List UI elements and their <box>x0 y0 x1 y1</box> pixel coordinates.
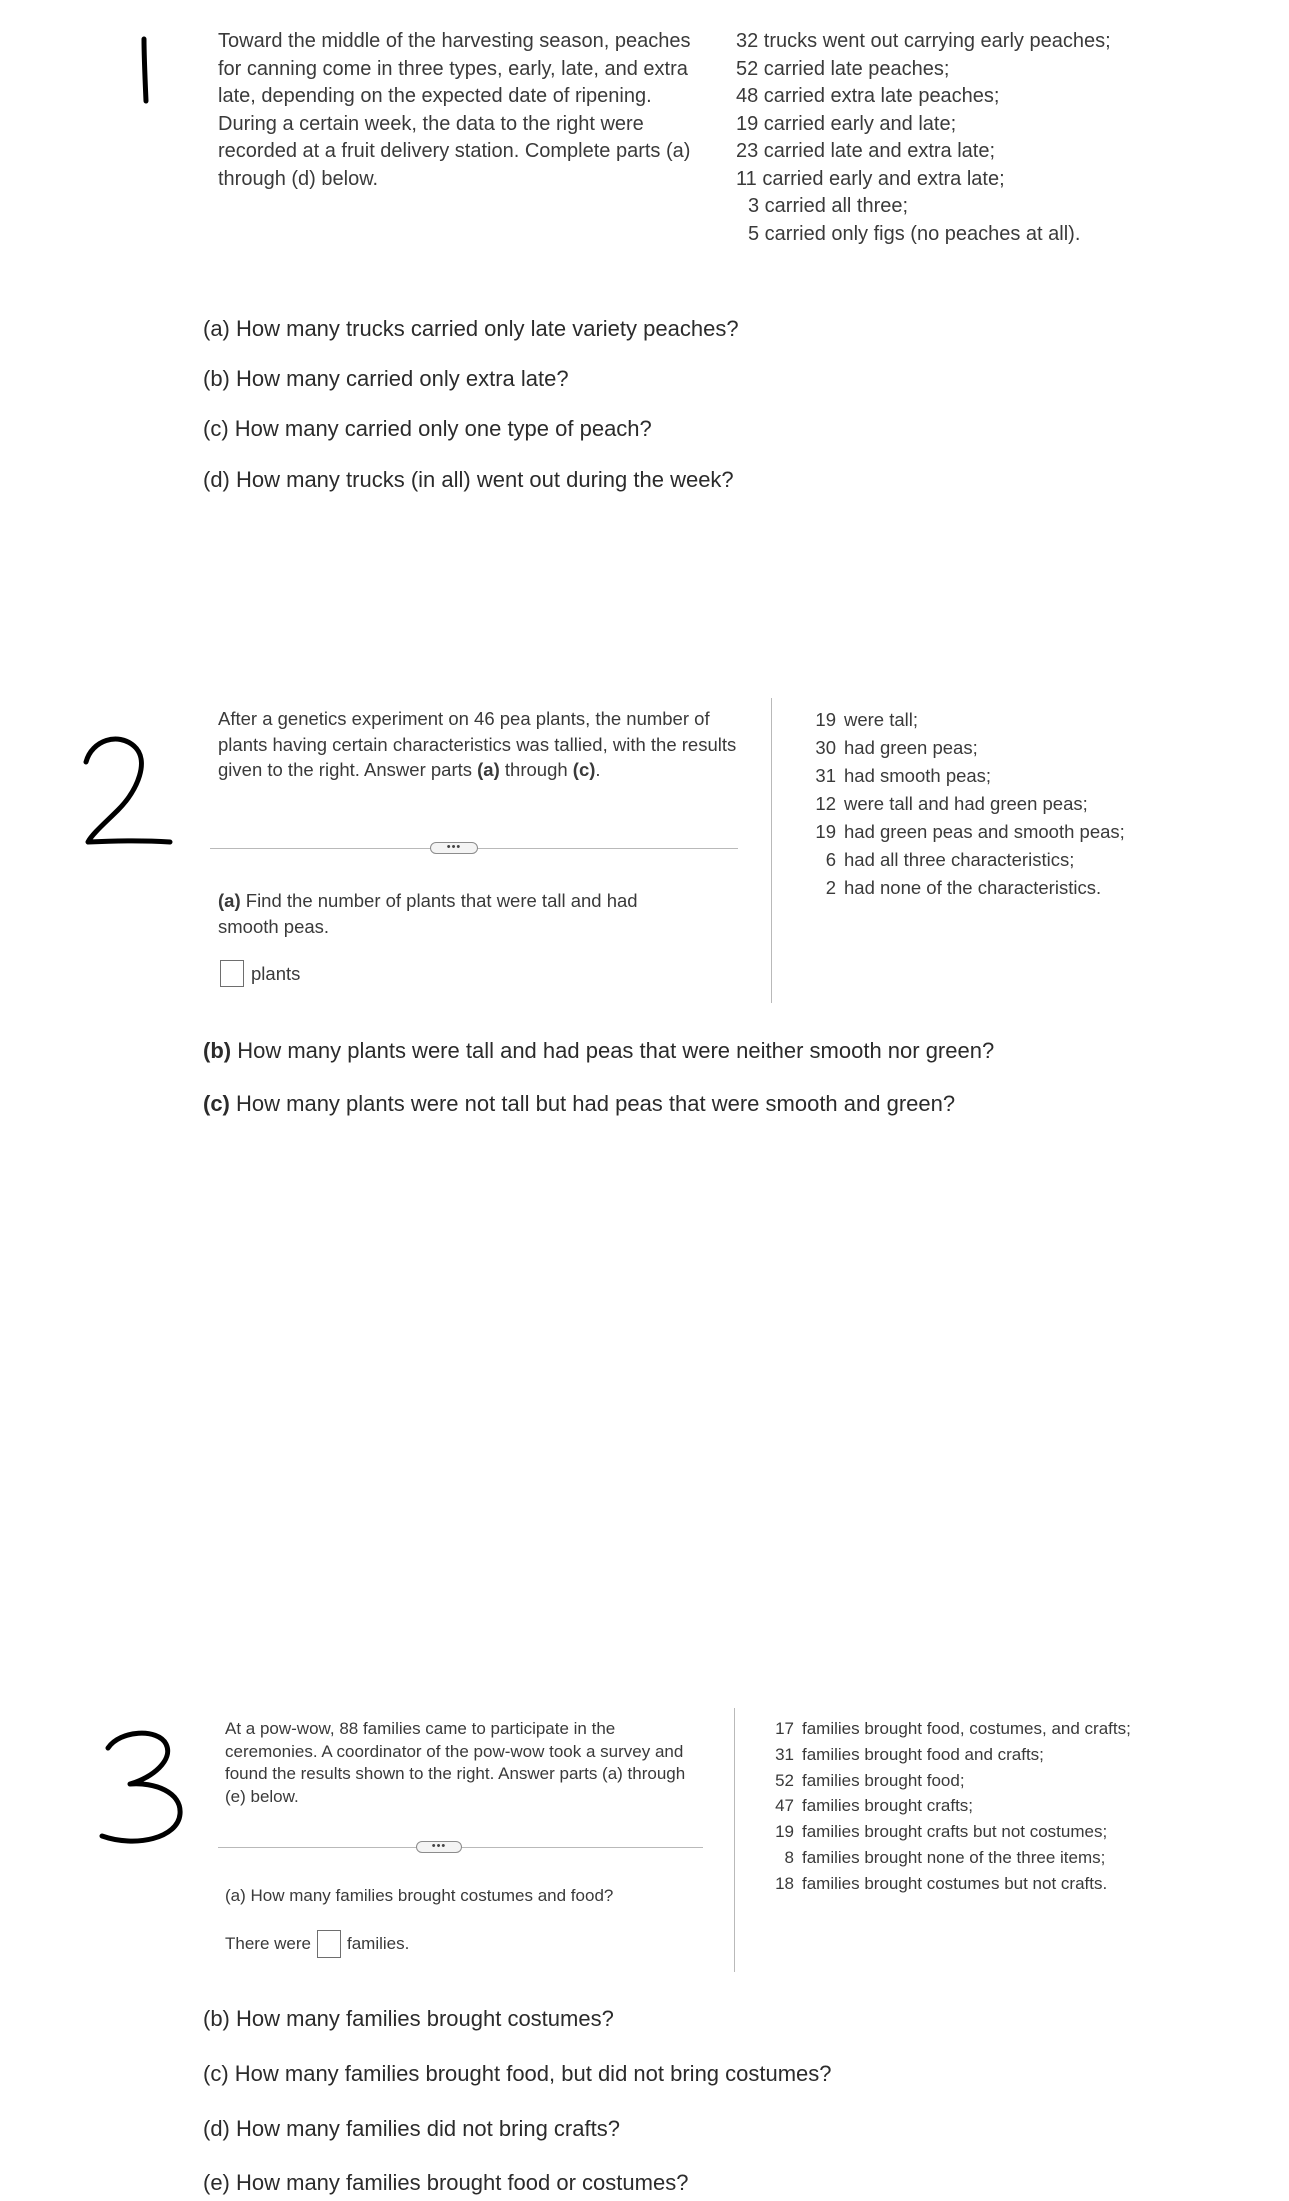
list-item <box>810 706 1125 734</box>
problem3-intro: At a pow-wow, 88 families came to participate in the ceremonies. A coordinator of the pow-wow took a survey and found the results shown to the right. Answer parts (a) through (e) below. <box>225 1719 686 1806</box>
problem2-intro-part-c: (c) <box>572 759 596 780</box>
problem2-intro-end: . <box>595 759 601 780</box>
list-item <box>770 1819 1131 1845</box>
data-number: 17 <box>775 1719 794 1738</box>
list-item: 32 trucks went out carrying early peaches; <box>736 30 1111 52</box>
data-text: families brought food; <box>802 1770 965 1790</box>
data-number: 2 <box>825 877 836 898</box>
list-item <box>770 1871 1131 1897</box>
problem3-column-divider <box>734 1708 735 1972</box>
list-item <box>770 1845 1131 1871</box>
handwritten-number-one <box>130 36 160 106</box>
problem1-question-b: (b) How many carried only extra late? <box>203 366 569 391</box>
list-item: 19 carried early and late; <box>736 112 957 135</box>
data-text: families brought food, costumes, and crafts; <box>802 1719 1131 1738</box>
problem3-expand-button[interactable]: ••• <box>416 1841 462 1853</box>
problem2-column-divider <box>771 698 772 1003</box>
problem2-intro-part-a: (a) <box>477 759 500 780</box>
data-number: 31 <box>815 765 836 786</box>
problem1-intro: Toward the middle of the harvesting season, peaches for canning come in three types, early, late, and extra late, depending on the expected date of ripening. During a certain week, the data to the right were recorded at a fruit delivery station. Complete parts (a) through (d) below. <box>218 30 691 190</box>
problem3-part-a: (a) How many families brought costumes and food? <box>225 1886 614 1905</box>
problem1-question-d: (d) How many trucks (in all) went out during the week? <box>203 467 734 492</box>
data-text: were tall; <box>844 709 919 730</box>
data-text: families brought crafts but not costumes; <box>802 1822 1108 1842</box>
list-item: 52 carried late peaches; <box>736 57 950 80</box>
data-text: families brought crafts; <box>802 1796 974 1816</box>
problem2-intro-through: through <box>499 759 573 780</box>
data-number: 30 <box>815 737 836 758</box>
data-text: had all three characteristics; <box>844 849 1075 870</box>
data-text: had smooth peas; <box>844 765 992 786</box>
list-item: 48 carried extra late peaches; <box>736 85 1000 107</box>
data-number: 18 <box>775 1873 794 1893</box>
list-item <box>810 762 1125 790</box>
problem2-question-c-text: How many plants were not tall but had peas that were smooth and green? <box>229 1091 956 1116</box>
problem2-question-c-label: (c) <box>203 1091 230 1116</box>
problem2-part-a-label: (a) <box>218 890 241 911</box>
problem1-question-c: (c) How many carried only one type of peach? <box>203 416 652 441</box>
data-number: 52 <box>775 1770 794 1790</box>
data-number: 12 <box>815 793 836 814</box>
list-item <box>810 846 1125 874</box>
problem2-data-list <box>810 706 1125 902</box>
data-number: 8 <box>784 1847 794 1867</box>
data-number: 19 <box>775 1822 794 1842</box>
data-text: were tall and had green peas; <box>844 793 1088 814</box>
problem3-question-c: (c) How many families brought food, but did not bring costumes? <box>203 2061 832 2086</box>
problem2-expand-button[interactable]: ••• <box>430 842 478 854</box>
handwritten-number-two <box>78 732 178 852</box>
problem2-question-b-label: (b) <box>203 1038 232 1063</box>
data-number: 19 <box>815 821 836 842</box>
data-text: had green peas and smooth peas; <box>844 821 1125 842</box>
list-item: 23 carried late and extra late; <box>736 140 996 162</box>
problem2-question-b-text: How many plants were tall and had peas that were neither smooth nor green? <box>231 1038 995 1063</box>
data-text: had none of the characteristics. <box>844 877 1102 898</box>
data-number: 47 <box>775 1796 794 1816</box>
problem2-intro-text: After a genetics experiment on 46 pea plants, the number of plants having certain characteristics was tallied, with the results given to the right. Answer parts <box>218 708 737 780</box>
problem1-data-list <box>736 28 1256 248</box>
problem3-question-d: (d) How many families did not bring crafts? <box>203 2116 620 2141</box>
problem2-part-a <box>218 888 698 939</box>
list-item: 11 carried early and extra late; <box>736 167 1005 190</box>
list-item <box>810 874 1125 902</box>
data-text: families brought food and crafts; <box>802 1744 1044 1764</box>
problem3-answer-input[interactable] <box>317 1930 341 1958</box>
problem2-answer-row <box>220 960 300 987</box>
list-item: 5 carried only figs (no peaches at all). <box>748 222 1081 245</box>
problem1-question-a: (a) How many trucks carried only late variety peaches? <box>203 316 739 341</box>
list-item <box>770 1793 1131 1819</box>
data-text: families brought costumes but not crafts. <box>802 1873 1108 1893</box>
list-item <box>810 790 1125 818</box>
list-item <box>810 818 1125 846</box>
data-number: 31 <box>775 1744 794 1764</box>
list-item <box>770 1768 1131 1794</box>
list-item <box>810 734 1125 762</box>
problem3-question-e: (e) How many families brought food or costumes? <box>203 2170 689 2195</box>
problem3-answer-prefix: There were <box>225 1934 311 1953</box>
handwritten-number-three <box>96 1726 191 1851</box>
problem2-intro <box>218 706 738 783</box>
problem2-question-b <box>203 1038 994 1064</box>
data-number: 6 <box>825 849 836 870</box>
list-item <box>770 1742 1131 1768</box>
problem3-answer-suffix: families. <box>346 1934 410 1953</box>
data-text: had green peas; <box>844 737 978 758</box>
list-item <box>770 1716 1131 1742</box>
problem3-answer-row <box>225 1930 409 1958</box>
data-text: families brought none of the three items; <box>802 1847 1106 1867</box>
problem3-data-list <box>770 1716 1131 1897</box>
data-number: 19 <box>815 709 836 730</box>
problem3-question-b: (b) How many families brought costumes? <box>203 2006 614 2031</box>
list-item: 3 carried all three; <box>748 195 909 217</box>
problem2-answer-unit: plants <box>251 962 301 984</box>
problem2-question-c <box>203 1091 955 1117</box>
problem2-answer-input[interactable] <box>220 960 244 987</box>
problem2-part-a-text: Find the number of plants that were tall and had smooth peas. <box>218 890 638 937</box>
